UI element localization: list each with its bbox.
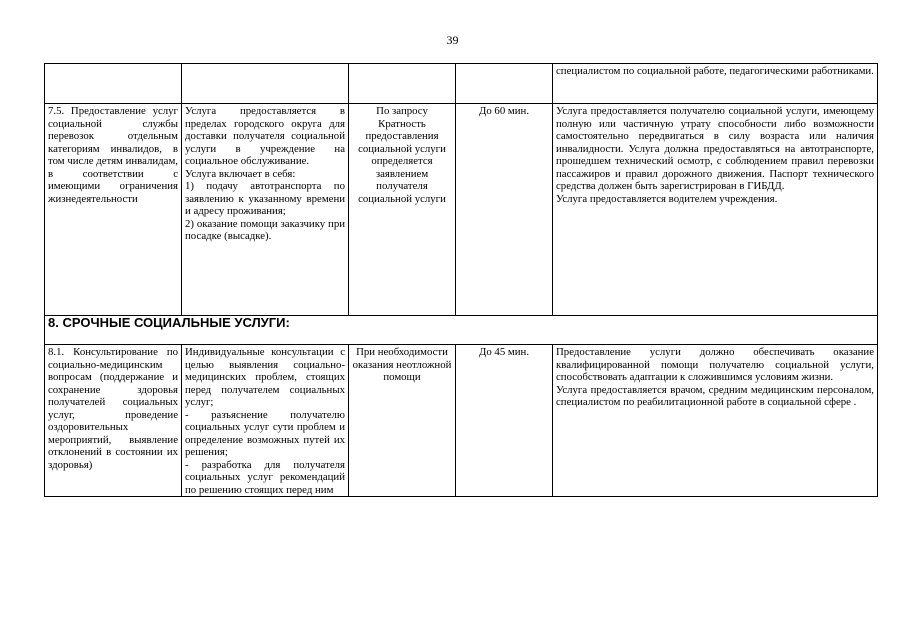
cell-service-content (182, 104, 349, 316)
cell-service-name: 8.1. Консультирование по социально-медицинским вопросам (поддержание и сохранение здоровья получателей социальных услуг, проведение оздоровительных мероприятий, выявление отклонений в состоянии их здоровья) (45, 345, 182, 497)
table-row-8-1 (45, 345, 878, 497)
conditions-paragraph: Услуга предоставляется врачом, средним медицинским персоналом, специалистом по реабилитационной работе в социальной сфере . (556, 383, 874, 408)
cell-frequency (349, 104, 456, 316)
content-paragraph: Услуга включает в себя: (185, 167, 296, 180)
cell-conditions (553, 104, 878, 316)
cell-frequency (349, 64, 456, 104)
section-header-row (45, 316, 878, 345)
table-row-7-5 (45, 104, 878, 316)
content-paragraph: Услуга предоставляется в пределах городского округа для доставки получателя социальной услуги в учреждение на социальное обслуживание. (185, 105, 345, 167)
cell-service-name: 7.5. Предоставление услуг социальной службы перевозок отдельным категориям инвалидов, в том числе детям инвалидам, в соответствии с имеющими ограничения жизнедеятельности (45, 104, 182, 316)
conditions-paragraph: Услуга предоставляется получателю социальной услуги, имеющему полную или частичную утрату способности либо возможности самостоятельно передвигаться в силу возраста или наличия инвалидности. Услуга должна предоставляться на автотранспорте, прошедшем технический осмотр, с соблюдением правил перевозки пассажиров и правил дорожного движения. Паспорт технического средства должен быть зарегистрирован в ГИБДД. (556, 105, 874, 192)
cell-conditions (553, 345, 878, 497)
frequency-line: По запросу (376, 105, 428, 117)
services-table (44, 63, 878, 497)
cell-service-name (45, 64, 182, 104)
cell-frequency: При необходимости оказания неотложной помощи (349, 345, 456, 497)
cell-service-content (182, 64, 349, 104)
conditions-paragraph: Предоставление услуги должно обеспечивать оказание квалифицированной помощи получателю социальной услуги, способствовать адаптации к сложившимся условиям жизни. (556, 346, 874, 383)
cell-conditions: специалистом по социальной работе, педагогическими работниками. (553, 64, 878, 104)
frequency-line: Кратность предоставления социальной услуги определяется заявлением получателя социальной услуги (358, 117, 446, 205)
conditions-paragraph: Услуга предоставляется водителем учреждения. (556, 192, 778, 205)
content-paragraph: - разработка для получателя социальных услуг рекомендаций по решению стоящих перед ним (185, 458, 345, 496)
table-row-continuation (45, 64, 878, 104)
page-number: 39 (446, 33, 459, 47)
content-paragraph: - разъяснение получателю социальных услуг сути проблем и определение возможных путей их решения; (185, 408, 345, 458)
cell-duration: До 60 мин. (456, 104, 553, 316)
content-paragraph: Индивидуальные консультации с целью выявления социально-медицинских проблем, стоящих перед получателем социальных услуг; (185, 346, 345, 408)
cell-duration: До 45 мин. (456, 345, 553, 497)
cell-service-content (182, 345, 349, 497)
cell-duration (456, 64, 553, 104)
content-paragraph: 1) подачу автотранспорта по заявлению к указанному времени и адресу проживания; (185, 180, 345, 217)
section-header: 8. СРОЧНЫЕ СОЦИАЛЬНЫЕ УСЛУГИ: (45, 316, 878, 345)
content-paragraph: 2) оказание помощи заказчику при посадке (высадке). (185, 217, 345, 242)
